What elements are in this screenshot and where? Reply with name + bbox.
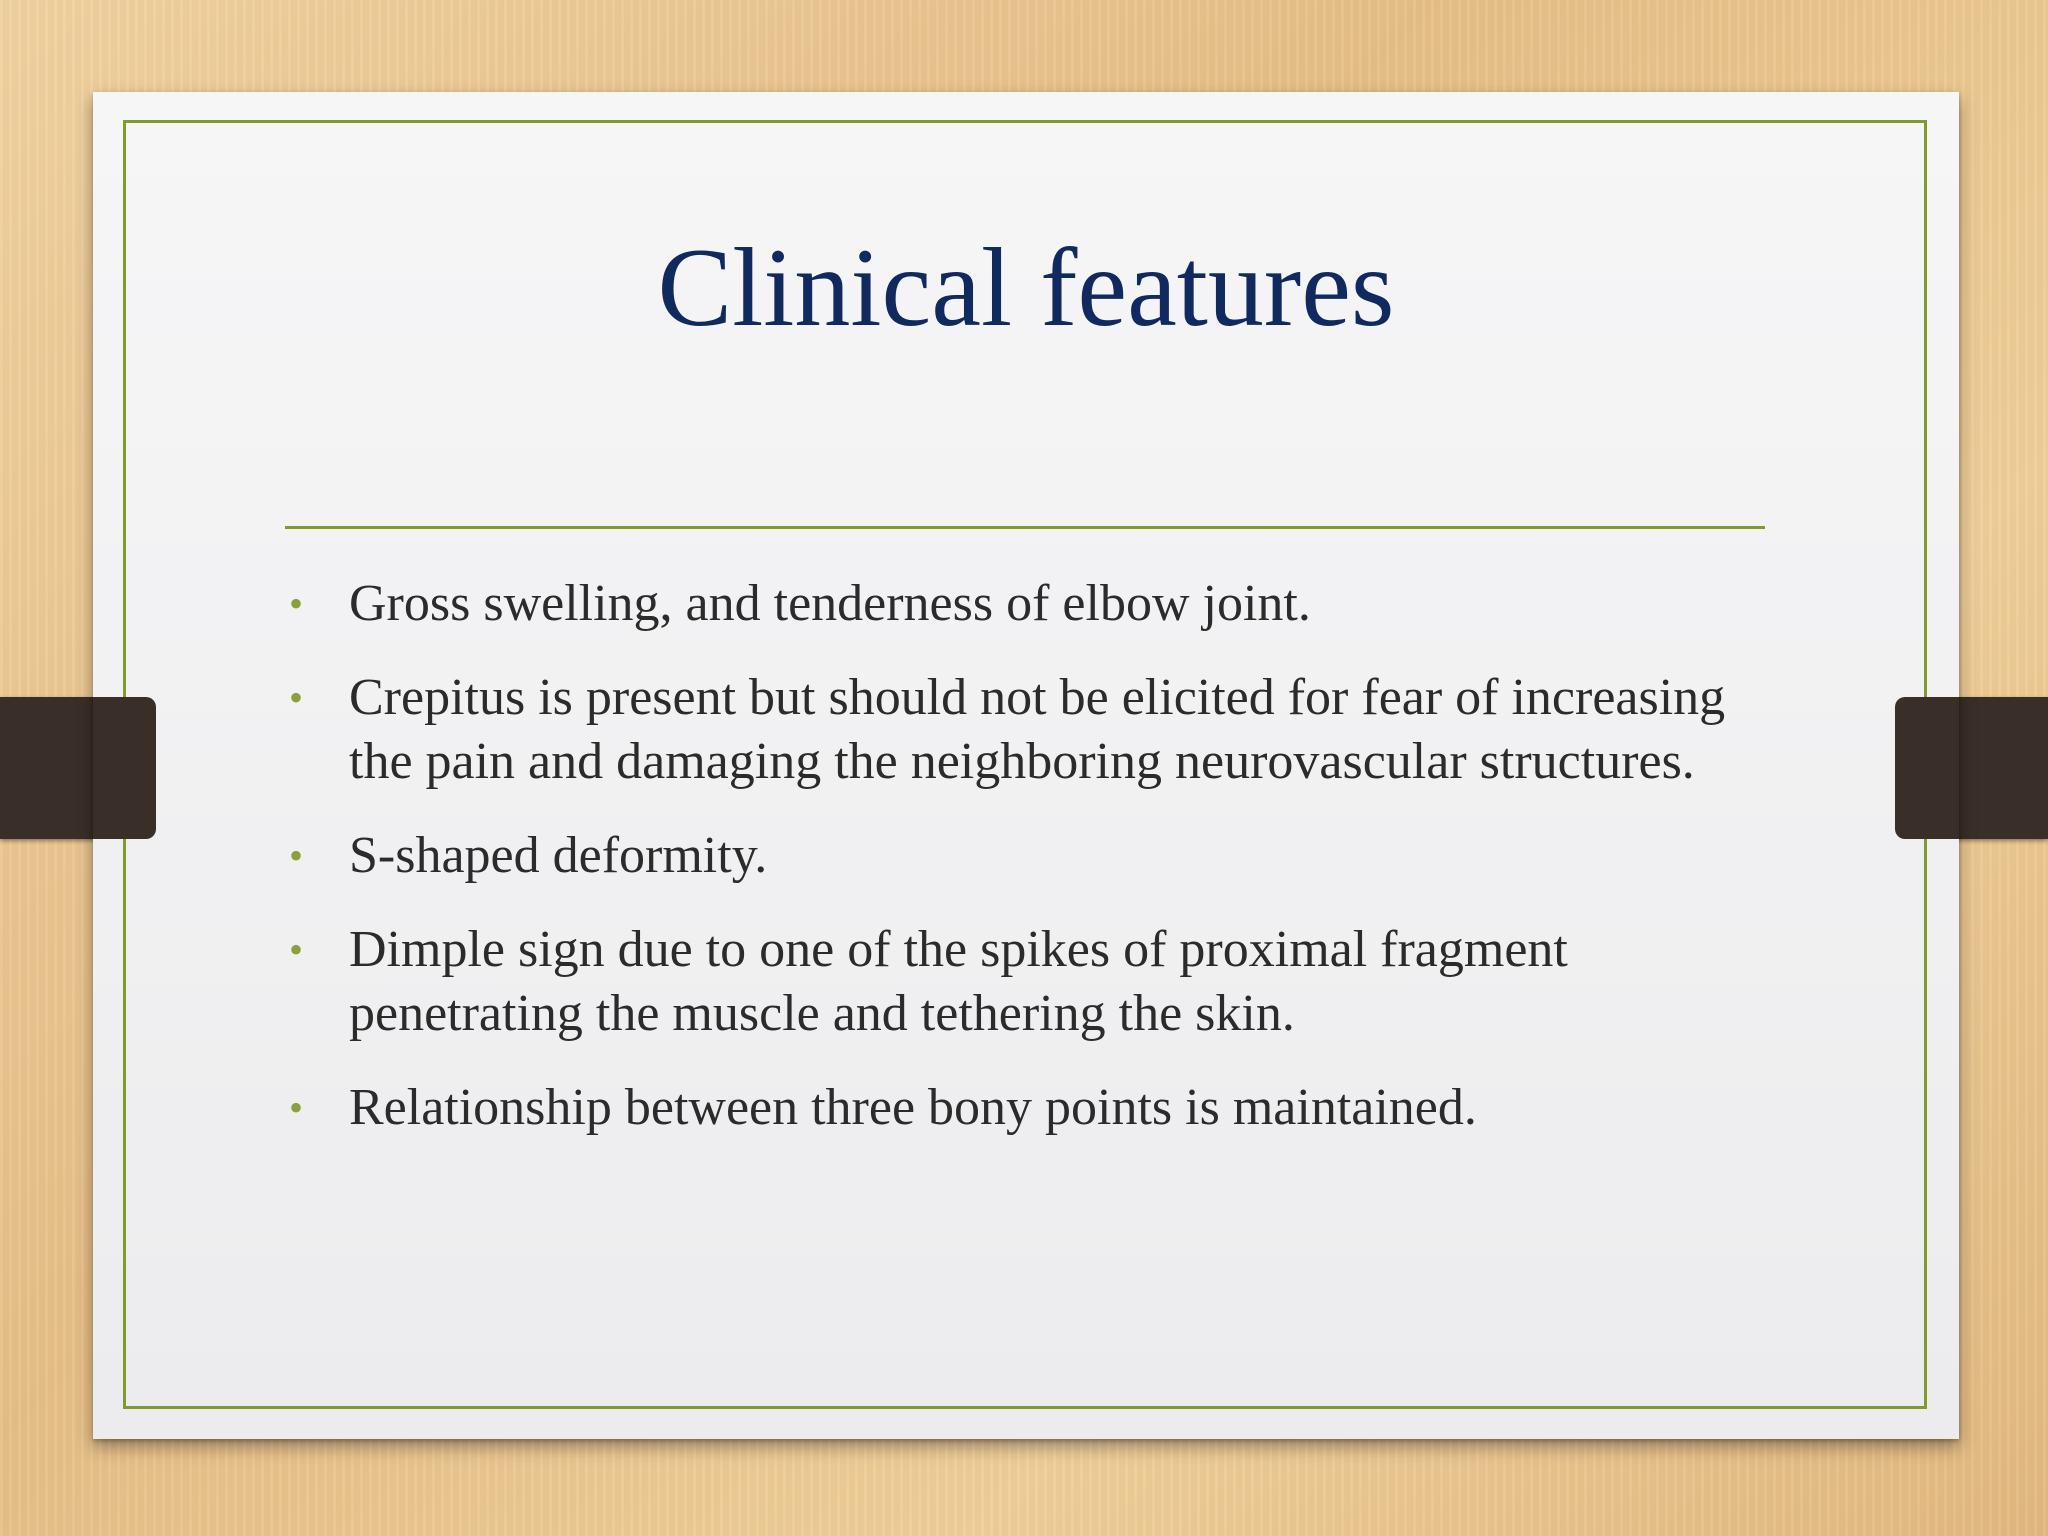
bullet-text: Gross swelling, and tenderness of elbow joint.: [349, 575, 1311, 632]
bullet-text: Crepitus is present but should not be elicited for fear of increasing the pain and damaging the neighboring neurovascular structures.: [349, 669, 1726, 790]
bullet-dot-icon: •: [289, 581, 304, 626]
bullet-dot-icon: •: [289, 1085, 304, 1130]
bullet-item: [285, 918, 1765, 1046]
bullet-item: [285, 824, 1765, 888]
bullet-text: Dimple sign due to one of the spikes of proximal fragment penetrating the muscle and tethering the skin.: [349, 921, 1568, 1042]
bullet-dot-icon: •: [289, 675, 304, 720]
bullet-text: Relationship between three bony points is maintained.: [349, 1079, 1477, 1136]
bullet-item: [285, 572, 1765, 636]
bullet-dot-icon: •: [289, 833, 304, 878]
bullet-list: [285, 572, 1765, 1170]
bullet-item: [285, 666, 1765, 794]
bullet-dot-icon: •: [289, 927, 304, 972]
binder-clip-left-front: [93, 697, 156, 839]
binder-clip-right-front: [1895, 697, 1959, 839]
title-divider: [285, 526, 1765, 529]
bullet-item: [285, 1076, 1765, 1140]
slide-title: Clinical features: [657, 226, 1395, 350]
bullet-text: S-shaped deformity.: [349, 827, 768, 884]
